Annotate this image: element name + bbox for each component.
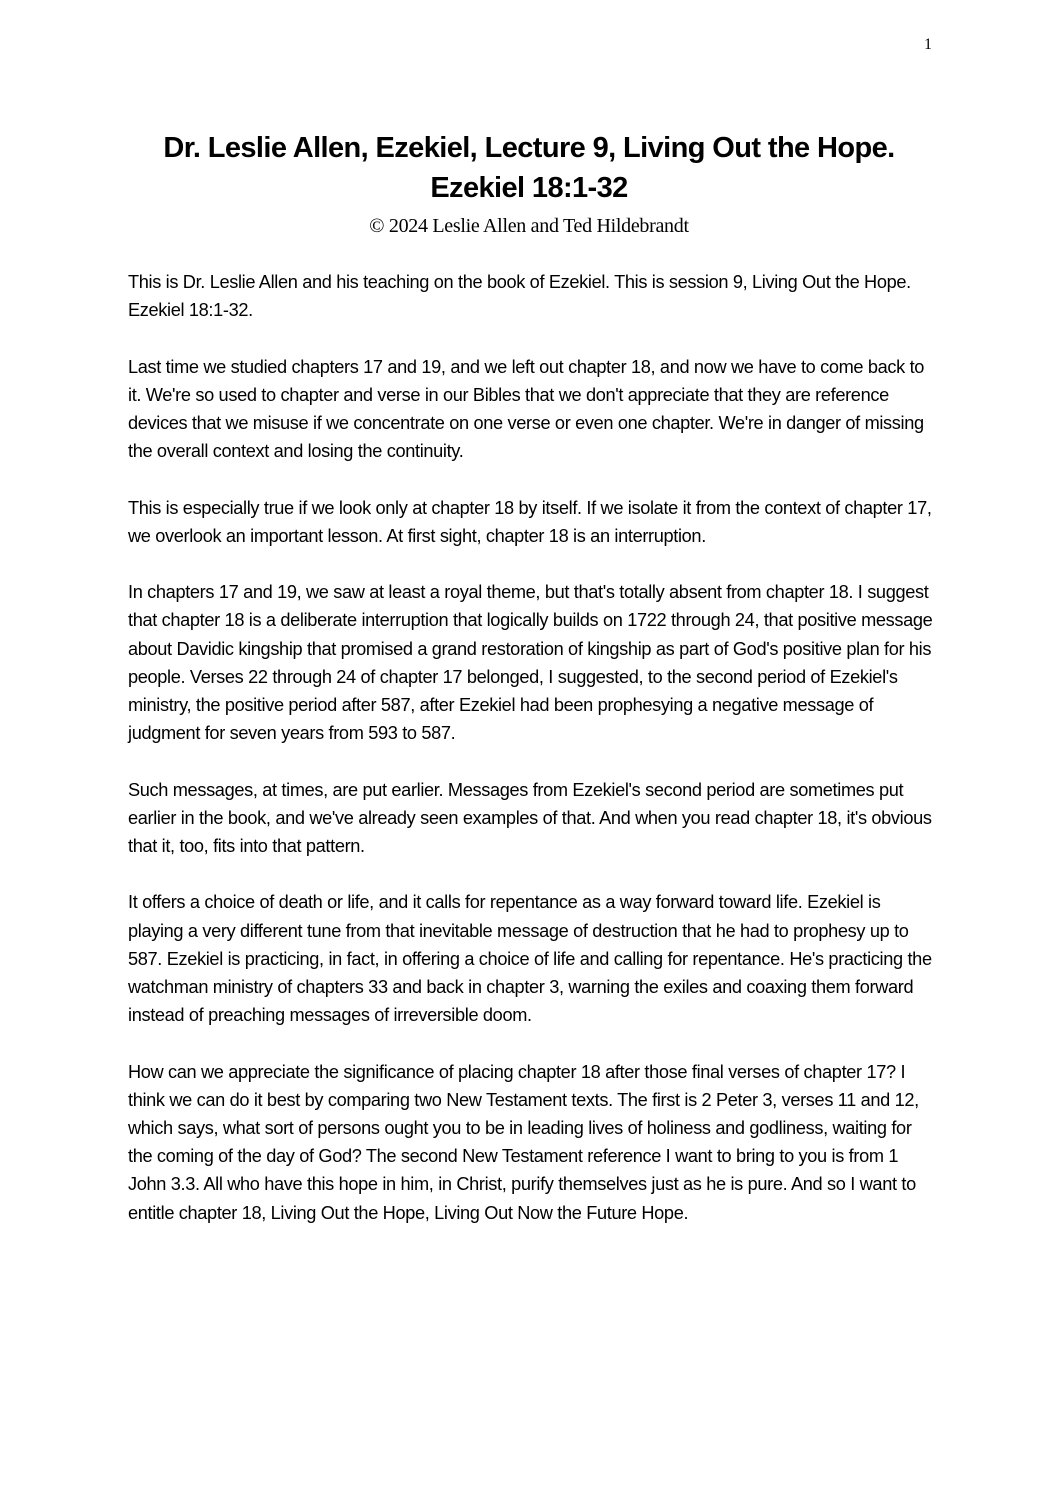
paragraph: In chapters 17 and 19, we saw at least a royal theme, but that's totally absent from chapter 18. I suggest that chapter 18 is a deliberate interruption that logically builds on 1722 through 24, that positive message about Davidic kingship that promised a grand restoration of kingship as part of God's positive plan for his people. Verses 22 through 24 of chapter 17 belonged, I suggested, to the second period of Ezekiel's ministry, the positive period after 587, after Ezekiel had been prophesying a negative message of judgment for seven years from 593 to 587. [128,582,933,744]
paragraph: This is especially true if we look only at chapter 18 by itself. If we isolate it from the context of chapter 17, we overlook an important lesson. At first sight, chapter 18 is an interruption. [128,497,932,546]
document-body [128,268,933,1255]
document-title: Dr. Leslie Allen, Ezekiel, Lecture 9, Living Out the Hope. Ezekiel 18:1-32 [163,132,895,204]
paragraph: It offers a choice of death or life, and it calls for repentance as a way forward toward life. Ezekiel is playing a very different tune from that inevitable message of destruction that he had to prophesy up to 587. Ezekiel is practicing, in fact, in offering a choice of life and calling for repentance. He's practicing the watchman ministry of chapters 33 and back in chapter 3, warning the exiles and coaxing them forward instead of preaching messages of irreversible doom. [128,892,932,1026]
page-number: 1 [924,36,932,53]
paragraph: How can we appreciate the significance of placing chapter 18 after those final verses of chapter 17? I think we can do it best by comparing two New Testament texts. The first is 2 Peter 3, verses 11 and 12, which says, what sort of persons ought you to be in leading lives of holiness and godliness, waiting for the coming of the day of God? The second New Testament reference I want to bring to you is from 1 John 3.3. All who have this hope in him, in Christ, purify themselves just as he is pure. And so I want to entitle chapter 18, Living Out the Hope, Living Out Now the Future Hope. [128,1061,919,1223]
paragraph: Such messages, at times, are put earlier. Messages from Ezekiel's second period are sometimes put earlier in the book, and we've already seen examples of that. And when you read chapter 18, it's obvious that it, too, fits into that pattern. [128,779,932,856]
copyright-line: © 2024 Leslie Allen and Ted Hildebrandt [369,215,689,237]
paragraph: Last time we studied chapters 17 and 19, and we left out chapter 18, and now we have to come back to it. We're so used to chapter and verse in our Bibles that we don't appreciate that they are reference devices that we misuse if we concentrate on one verse or even one chapter. We're in danger of missing the overall context and losing the continuity. [128,356,925,462]
paragraph: This is Dr. Leslie Allen and his teaching on the book of Ezekiel. This is session 9, Living Out the Hope. Ezekiel 18:1-32. [128,272,911,321]
